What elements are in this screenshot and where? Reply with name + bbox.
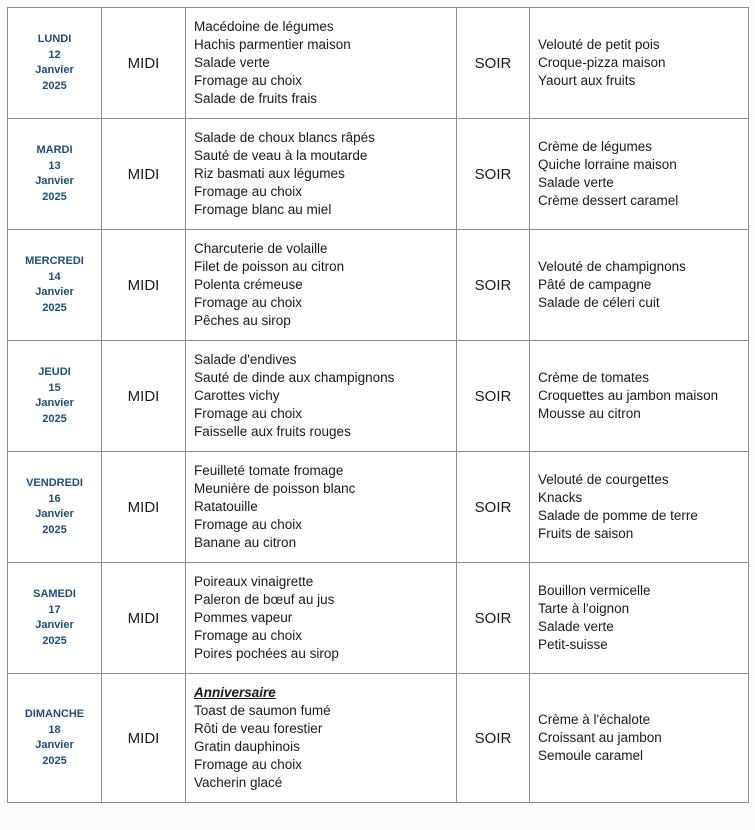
- menu-item: Velouté de petit pois: [538, 37, 660, 52]
- day-year: 2025: [42, 79, 67, 92]
- soir-items-cell: [530, 230, 749, 341]
- day-cell: [8, 341, 102, 452]
- day-date: 12: [48, 48, 61, 61]
- menu-item: Fromage blanc au miel: [194, 202, 332, 217]
- menu-item: Feuilleté tomate fromage: [194, 463, 344, 478]
- soir-items-cell: [530, 452, 749, 563]
- soir-items-cell: [530, 563, 749, 674]
- menu-item: Rôti de veau forestier: [194, 721, 323, 736]
- menu-item: Carottes vichy: [194, 388, 280, 403]
- day-name: VENDREDI: [26, 477, 83, 489]
- menu-item: Poires pochées au sirop: [194, 646, 339, 661]
- day-year: 2025: [42, 301, 67, 314]
- soir-label: SOIR: [474, 276, 512, 294]
- menu-item: Macédoine de légumes: [194, 19, 334, 34]
- soir-label-cell: [457, 563, 530, 674]
- soir-label: SOIR: [474, 387, 512, 405]
- menu-item: Salade d'endives: [194, 352, 297, 367]
- menu-item: Gratin dauphinois: [194, 739, 300, 754]
- day-date: 14: [48, 270, 61, 283]
- day-cell: [8, 452, 102, 563]
- day-year: 2025: [42, 634, 67, 647]
- soir-label-cell: [457, 674, 530, 803]
- midi-label: MIDI: [127, 54, 160, 72]
- menu-item: Faisselle aux fruits rouges: [194, 424, 351, 439]
- day-cell: [8, 8, 102, 119]
- menu-item: Velouté de champignons: [538, 259, 686, 274]
- day-name: DIMANCHE: [24, 708, 85, 720]
- day-date: 13: [48, 159, 61, 172]
- day-month: Janvier: [35, 397, 74, 409]
- menu-special-title: Anniversaire: [194, 685, 276, 700]
- menu-item: Semoule caramel: [538, 748, 644, 763]
- day-year: 2025: [42, 412, 67, 425]
- midi-label: MIDI: [127, 609, 160, 627]
- day-name: JEUDI: [38, 366, 71, 378]
- menu-day-row: [8, 230, 749, 341]
- midi-label: MIDI: [127, 276, 160, 294]
- menu-item: Croquettes au jambon maison: [538, 388, 719, 403]
- midi-items-cell: [186, 563, 457, 674]
- midi-label-cell: [102, 8, 186, 119]
- menu-item: Charcuterie de volaille: [194, 241, 328, 256]
- day-month: Janvier: [35, 619, 74, 631]
- menu-item: Yaourt aux fruits: [538, 73, 636, 88]
- menu-item: Toast de saumon fumé: [194, 703, 331, 718]
- menu-item: Salade de céleri cuit: [538, 295, 660, 310]
- soir-items-cell: [530, 674, 749, 803]
- soir-label-cell: [457, 341, 530, 452]
- midi-items-cell: [186, 230, 457, 341]
- menu-item: Banane au citron: [194, 535, 297, 550]
- menu-item: Poireaux vinaigrette: [194, 574, 314, 589]
- weekly-menu-table: [7, 7, 749, 803]
- menu-item: Fromage au choix: [194, 517, 303, 532]
- menu-day-row: [8, 452, 749, 563]
- menu-item: Quiche lorraine maison: [538, 157, 677, 172]
- menu-item: Petit-suisse: [538, 637, 608, 652]
- menu-day-row: [8, 563, 749, 674]
- menu-item: Tarte à l'oignon: [538, 601, 630, 616]
- menu-day-row: [8, 674, 749, 803]
- soir-label-cell: [457, 230, 530, 341]
- midi-label-cell: [102, 452, 186, 563]
- day-month: Janvier: [35, 739, 74, 751]
- menu-table-body: [8, 8, 749, 803]
- day-month: Janvier: [35, 508, 74, 520]
- day-month: Janvier: [35, 286, 74, 298]
- menu-item: Crème dessert caramel: [538, 193, 679, 208]
- midi-label-cell: [102, 119, 186, 230]
- menu-item: Salade verte: [194, 55, 270, 70]
- menu-item: Crème de tomates: [538, 370, 650, 385]
- midi-label: MIDI: [127, 165, 160, 183]
- menu-item: Filet de poisson au citron: [194, 259, 345, 274]
- day-date: 15: [48, 381, 61, 394]
- menu-item: Fromage au choix: [194, 184, 303, 199]
- menu-item: Pêches au sirop: [194, 313, 291, 328]
- soir-label: SOIR: [474, 54, 512, 72]
- soir-label: SOIR: [474, 609, 512, 627]
- menu-item: Salade de choux blancs râpés: [194, 130, 375, 145]
- menu-day-row: [8, 8, 749, 119]
- menu-day-row: [8, 341, 749, 452]
- day-name: MARDI: [36, 144, 73, 156]
- menu-item: Paleron de bœuf au jus: [194, 592, 335, 607]
- menu-item: Fromage au choix: [194, 73, 303, 88]
- menu-item: Mousse au citron: [538, 406, 641, 421]
- day-name: SAMEDI: [33, 588, 76, 600]
- day-cell: [8, 119, 102, 230]
- midi-label-cell: [102, 341, 186, 452]
- midi-label-cell: [102, 563, 186, 674]
- midi-label: MIDI: [127, 729, 160, 747]
- day-year: 2025: [42, 190, 67, 203]
- soir-items-cell: [530, 8, 749, 119]
- day-date: 16: [48, 492, 61, 505]
- menu-item: Croque-pizza maison: [538, 55, 666, 70]
- menu-item: Hachis parmentier maison: [194, 37, 351, 52]
- menu-item: Salade verte: [538, 619, 614, 634]
- menu-item: Salade de pomme de terre: [538, 508, 698, 523]
- day-year: 2025: [42, 523, 67, 536]
- day-name: MERCREDI: [25, 255, 84, 267]
- menu-item: Fromage au choix: [194, 628, 303, 643]
- midi-items-cell: [186, 452, 457, 563]
- soir-label: SOIR: [474, 165, 512, 183]
- menu-item: Fromage au choix: [194, 757, 303, 772]
- menu-item: Velouté de courgettes: [538, 472, 669, 487]
- soir-items-cell: [530, 341, 749, 452]
- menu-item: Knacks: [538, 490, 583, 505]
- soir-label-cell: [457, 119, 530, 230]
- menu-item: Ratatouille: [194, 499, 258, 514]
- menu-item: Polenta crémeuse: [194, 277, 303, 292]
- soir-items-cell: [530, 119, 749, 230]
- menu-item: Salade verte: [538, 175, 614, 190]
- menu-item: Fromage au choix: [194, 295, 303, 310]
- day-cell: [8, 230, 102, 341]
- day-cell: [8, 674, 102, 803]
- day-date: 17: [48, 603, 61, 616]
- menu-item: Fromage au choix: [194, 406, 303, 421]
- menu-item: Sauté de veau à la moutarde: [194, 148, 368, 163]
- soir-label-cell: [457, 452, 530, 563]
- day-month: Janvier: [35, 175, 74, 187]
- soir-label: SOIR: [474, 729, 512, 747]
- midi-label-cell: [102, 230, 186, 341]
- midi-items-cell: [186, 341, 457, 452]
- midi-items-cell: [186, 674, 457, 803]
- menu-item: Fruits de saison: [538, 526, 634, 541]
- menu-item: Crème à l'échalote: [538, 712, 651, 727]
- soir-label-cell: [457, 8, 530, 119]
- menu-item: Pâté de campagne: [538, 277, 652, 292]
- menu-item: Croissant au jambon: [538, 730, 662, 745]
- midi-label-cell: [102, 674, 186, 803]
- midi-items-cell: [186, 119, 457, 230]
- menu-item: Vacherin glacé: [194, 775, 283, 790]
- day-name: LUNDI: [37, 33, 72, 45]
- soir-label: SOIR: [474, 498, 512, 516]
- day-date: 18: [48, 723, 61, 736]
- menu-item: Meunière de poisson blanc: [194, 481, 356, 496]
- midi-label: MIDI: [127, 387, 160, 405]
- midi-items-cell: [186, 8, 457, 119]
- day-year: 2025: [42, 754, 67, 767]
- day-month: Janvier: [35, 64, 74, 76]
- menu-item: Salade de fruits frais: [194, 91, 318, 106]
- menu-item: Crème de légumes: [538, 139, 653, 154]
- menu-day-row: [8, 119, 749, 230]
- midi-label: MIDI: [127, 498, 160, 516]
- menu-item: Riz basmati aux légumes: [194, 166, 345, 181]
- menu-item: Bouillon vermicelle: [538, 583, 651, 598]
- menu-item: Sauté de dinde aux champignons: [194, 370, 395, 385]
- day-cell: [8, 563, 102, 674]
- menu-item: Pommes vapeur: [194, 610, 293, 625]
